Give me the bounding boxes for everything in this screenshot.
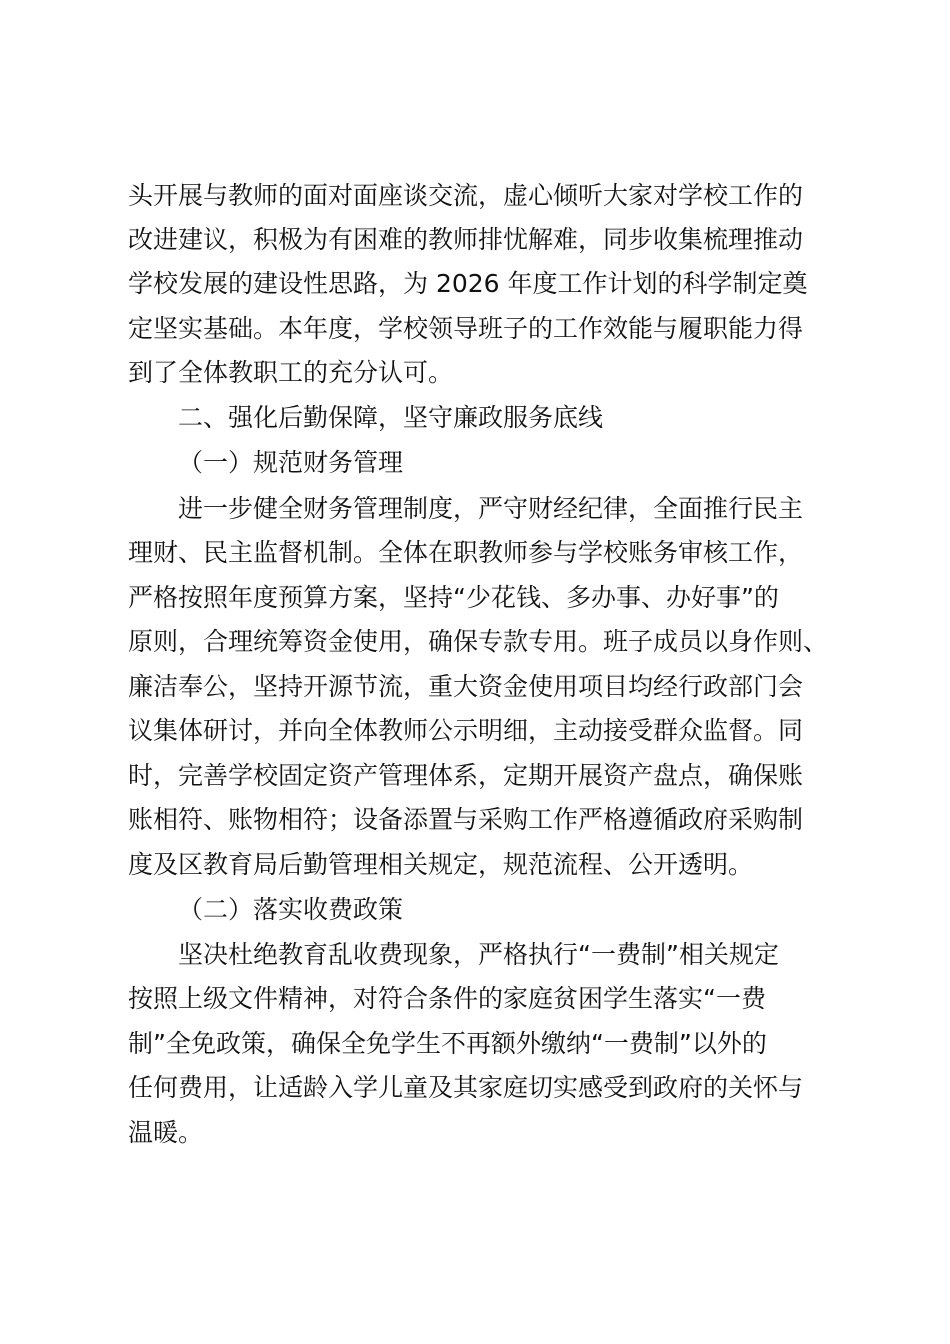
paragraph-3-line-5: 温暖。 [128, 1118, 204, 1147]
section-heading: 二、强化后勤保障，坚守廉政服务底线 [178, 403, 604, 432]
paragraph-1-line-2: 改进建议，积极为有困难的教师排忧解难，同步收集梳理推动 [128, 225, 804, 254]
paragraph-2-line-2: 理财、民主监督机制。全体在职教师参与学校账务审核工作， [128, 538, 804, 567]
paragraph-2-line-7: 时，完善学校固定资产管理体系，定期开展资产盘点，确保账 [128, 761, 804, 790]
paragraph-2-line-1: 进一步健全财务管理制度，严守财经纪律，全面推行民主 [178, 494, 804, 523]
paragraph-1-line-3: 学校发展的建设性思路，为 2026 年度工作计划的科学制定奠 [128, 269, 808, 298]
paragraph-3-line-4: 任何费用，让适龄入学儿童及其家庭切实感受到政府的关怀与 [128, 1073, 804, 1102]
paragraph-3-line-2: 按照上级文件精神，对符合条件的家庭贫困学生落实“一费 [128, 984, 766, 1013]
paragraph-1-line-4: 定坚实基础。本年度，学校领导班子的工作效能与履职能力得 [128, 314, 804, 343]
paragraph-3-line-1: 坚决杜绝教育乱收费现象，严格执行“一费制”相关规定 [178, 940, 779, 969]
paragraph-2-line-4: 原则，合理统筹资金使用，确保专款专用。班子成员以身作则、 [128, 627, 829, 656]
paragraph-2-line-9: 度及区教育局后勤管理相关规定，规范流程、公开透明。 [128, 850, 754, 879]
paragraph-1-line-5: 到了全体教职工的充分认可。 [128, 358, 454, 387]
paragraph-2-line-3: 严格按照年度预算方案，坚持“少花钱、多办事、办好事”的 [128, 583, 779, 612]
paragraph-2-line-5: 廉洁奉公，坚持开源节流，重大资金使用项目均经行政部门会 [128, 672, 804, 701]
paragraph-2-line-8: 账相符、账物相符；设备添置与采购工作严格遵循政府采购制 [128, 805, 804, 834]
subsection-heading-1: （一）规范财务管理 [178, 448, 404, 477]
subsection-heading-2: （二）落实收费政策 [178, 895, 404, 924]
paragraph-3-line-3: 制”全免政策，确保全免学生不再额外缴纳“一费制”以外的 [128, 1029, 767, 1058]
paragraph-2-line-6: 议集体研讨，并向全体教师公示明细，主动接受群众监督。同 [128, 716, 804, 745]
paragraph-1-line-1: 头开展与教师的面对面座谈交流，虚心倾听大家对学校工作的 [128, 181, 804, 210]
